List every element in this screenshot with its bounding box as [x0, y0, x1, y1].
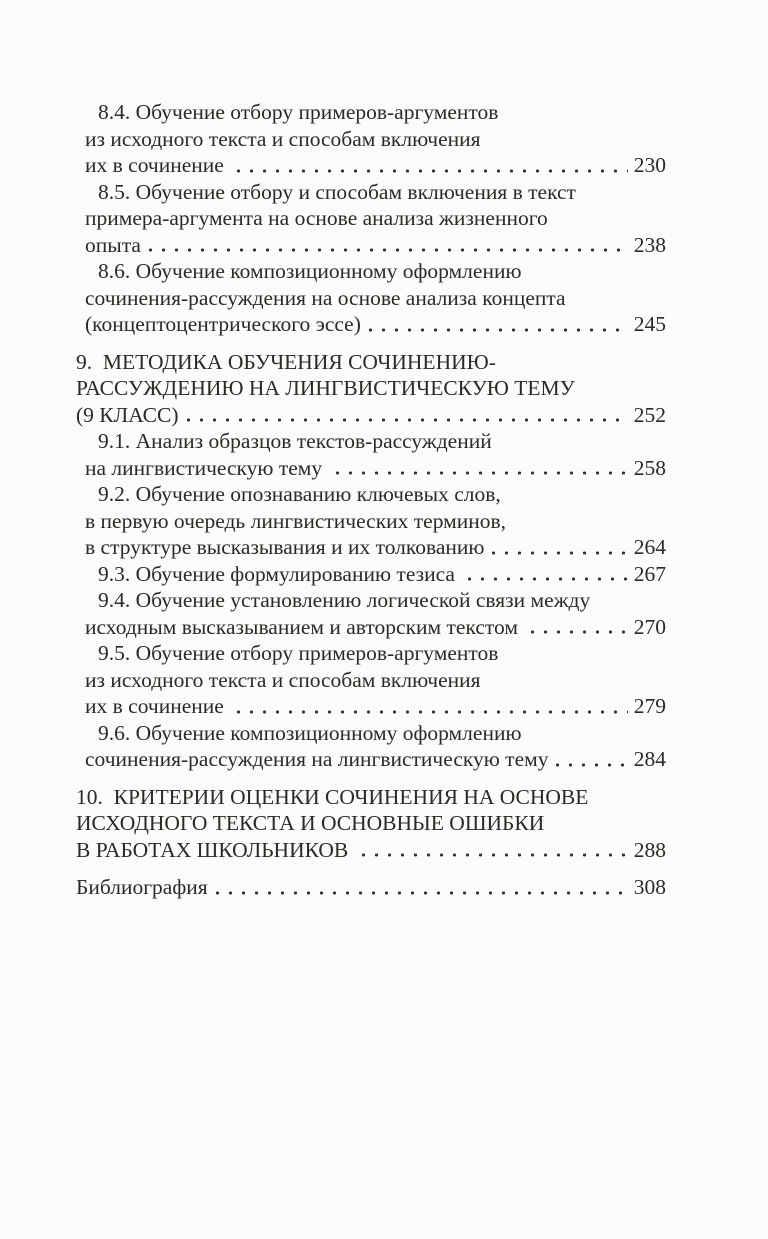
toc-line: 8.4. Обучение отбору примеров-аргументов — [98, 100, 499, 124]
page-number: 288 — [633, 837, 666, 862]
toc-leader-line — [76, 402, 666, 429]
toc-entry — [76, 784, 666, 864]
toc-line: 8.5. Обучение отбору и способам включения в текст — [98, 179, 576, 204]
toc-entry-title: сочинения-рассуждения на лингвистическую тему — [85, 747, 549, 771]
toc-entry — [76, 179, 666, 259]
toc-leader-line — [76, 874, 666, 901]
page-number: 270 — [633, 614, 666, 639]
page-number: 258 — [633, 455, 666, 480]
toc-entry-title: их в сочинение — [85, 153, 230, 177]
toc-leader-line — [76, 837, 666, 864]
toc-entry — [76, 258, 666, 338]
toc-line: 9.6. Обучение композиционному оформлению — [98, 720, 522, 745]
toc-entry — [76, 349, 666, 429]
toc-entry — [76, 874, 666, 901]
toc-line: РАССУЖДЕНИЮ НА ЛИНГВИСТИЧЕСКУЮ ТЕМУ — [76, 376, 575, 400]
toc-entry-title: на лингвистическую тему — [85, 455, 328, 480]
page-number: 279 — [633, 694, 666, 718]
toc-line: 9.4. Обучение установлению логической связи между — [98, 588, 591, 612]
toc-entry — [76, 561, 666, 588]
page-number: 230 — [633, 153, 666, 177]
toc-leader-line — [85, 534, 666, 561]
toc-entry-title: (9 КЛАСС) — [76, 402, 179, 427]
toc-entry — [76, 99, 666, 179]
toc-line: из исходного текста и способам включения — [85, 126, 481, 151]
toc-entry — [76, 640, 666, 720]
toc-leader-line — [85, 232, 666, 259]
dot-leader — [232, 169, 628, 173]
toc-line: в первую очередь лингвистических терминов, — [85, 508, 507, 533]
dot-leader — [182, 418, 628, 422]
toc-entry — [76, 481, 666, 561]
toc-entry-title: опыта — [85, 232, 141, 257]
toc-line: 9.5. Обучение отбору примеров-аргументов — [98, 641, 499, 665]
toc-leader-line — [85, 561, 666, 588]
toc-entry-title: их в сочинение — [85, 694, 230, 718]
page-number: 238 — [633, 232, 666, 257]
page-number: 264 — [633, 535, 666, 559]
dot-leader — [463, 577, 627, 581]
dot-leader — [526, 630, 627, 634]
page-number: 252 — [633, 402, 666, 427]
toc-leader-line — [85, 311, 666, 338]
toc-entry — [76, 587, 666, 640]
dot-leader — [211, 891, 628, 895]
page-number: 284 — [633, 747, 666, 771]
toc-leader-line — [85, 152, 666, 179]
toc-entry — [76, 720, 666, 773]
toc-line: ИСХОДНОГО ТЕКСТА И ОСНОВНЫЕ ОШИБКИ — [76, 811, 545, 835]
toc-entry-title: Библиография — [76, 875, 208, 899]
page-number: 245 — [633, 312, 666, 336]
table-of-contents — [76, 99, 666, 901]
toc-line: сочинения-рассуждения на основе анализа концепта — [85, 285, 566, 310]
toc-leader-line — [85, 746, 666, 773]
toc-line: 8.6. Обучение композиционному оформлению — [98, 259, 522, 283]
dot-leader — [357, 853, 628, 857]
toc-entry-title: (концептоцентрического эссе) — [85, 312, 361, 336]
toc-leader-line — [85, 693, 666, 720]
toc-entry-title: В РАБОТАХ ШКОЛЬНИКОВ — [76, 837, 354, 862]
dot-leader — [551, 763, 627, 767]
dot-leader — [487, 551, 627, 555]
dot-leader — [232, 710, 628, 714]
toc-line: примера-аргумента на основе анализа жизненного — [85, 206, 548, 230]
toc-line: 9.1. Анализ образцов текстов-рассуждений — [98, 429, 492, 453]
toc-line: из исходного текста и способам включения — [85, 667, 481, 692]
page-number: 308 — [633, 875, 666, 899]
toc-leader-line — [85, 455, 666, 482]
page-number: 267 — [633, 561, 666, 586]
toc-entry-title: 9.3. Обучение формулированию тезиса — [98, 561, 461, 586]
toc-leader-line — [85, 614, 666, 641]
toc-line: 9.2. Обучение опознаванию ключевых слов, — [98, 482, 501, 506]
toc-entry-title: в структуре высказывания и их толкованию — [85, 535, 485, 559]
dot-leader — [364, 328, 628, 332]
toc-entry-title: исходным высказыванием и авторским текстом — [85, 614, 524, 639]
dot-leader — [144, 248, 628, 252]
toc-entry — [76, 428, 666, 481]
dot-leader — [331, 471, 628, 475]
toc-line: 10. КРИТЕРИИ ОЦЕНКИ СОЧИНЕНИЯ НА ОСНОВЕ — [76, 784, 589, 809]
toc-line: 9. МЕТОДИКА ОБУЧЕНИЯ СОЧИНЕНИЮ- — [76, 349, 496, 374]
